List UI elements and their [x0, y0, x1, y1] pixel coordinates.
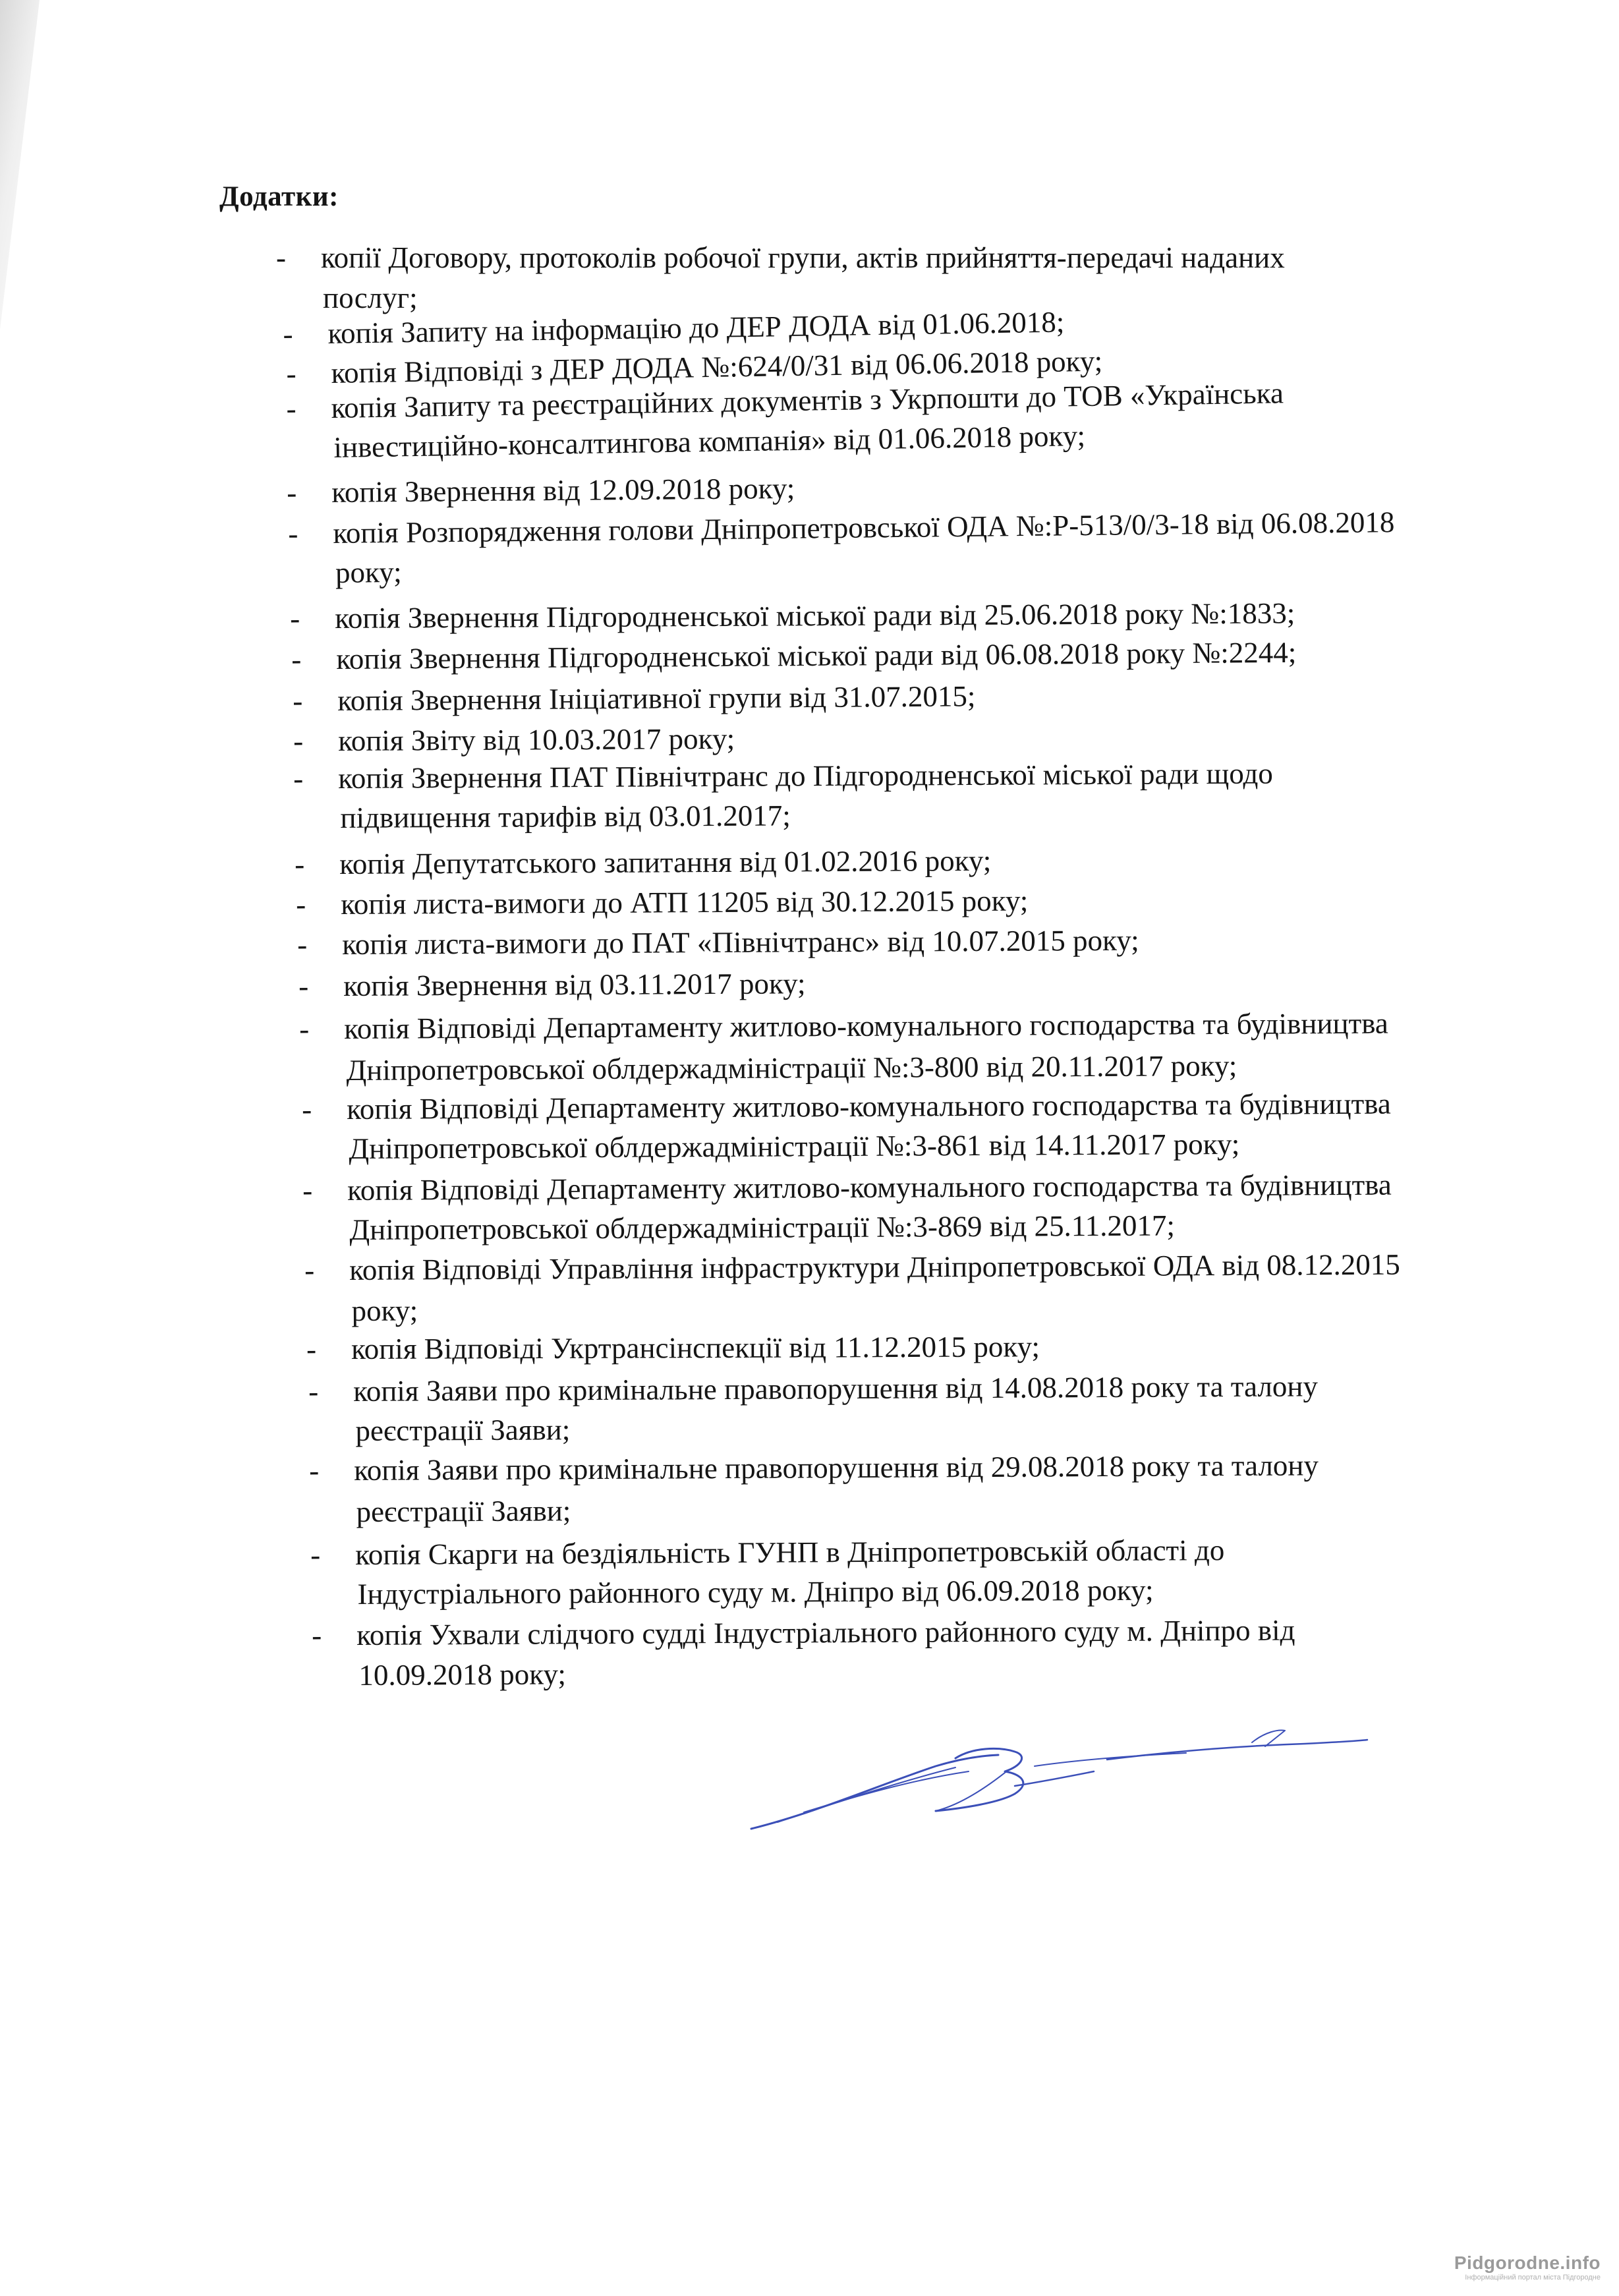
- list-bullet: -: [299, 1012, 310, 1046]
- list-item: [312, 1610, 1295, 1696]
- list-item-text: копія Звернення ПАТ Північтранс до Підгородненської міської ради щодо: [338, 757, 1273, 795]
- list-bullet: -: [288, 517, 298, 550]
- list-item: [293, 675, 976, 721]
- list-item-continuation: інвестиційно-консалтингова компанія» від 01.06.2018 року;: [333, 419, 1086, 464]
- list-item: [299, 1003, 1388, 1091]
- list-item: [306, 1326, 1040, 1369]
- list-item: [288, 502, 1395, 593]
- list-bullet: -: [286, 357, 297, 391]
- list-item-continuation: Індустріального районного суду м. Дніпро від 06.09.2018 року;: [357, 1573, 1154, 1611]
- list-item-continuation: Дніпропетровської облдержадміністрації №:3-800 від 20.11.2017 року;: [346, 1048, 1237, 1087]
- list-item-text: копія Заяви про кримінальне правопорушення від 29.08.2018 року та талону: [354, 1449, 1319, 1487]
- list-item: [302, 1083, 1391, 1169]
- list-bullet: -: [295, 847, 305, 881]
- list-item-text: копії Договору, протоколів робочої групи, актів прийняття-передачі наданих: [321, 241, 1285, 274]
- list-bullet: -: [283, 317, 293, 351]
- list-item: [291, 632, 1297, 679]
- list-item: [295, 840, 992, 884]
- list-item-text: копія Відповіді Управління інфраструктури Дніпропетровської ОДА від 08.12.2015: [349, 1248, 1400, 1286]
- list-item-text: копія Звернення від 03.11.2017 року;: [343, 967, 806, 1002]
- list-item: [297, 920, 1139, 965]
- list-item-text: копія Розпорядження голови Дніпропетровської ОДА №:Р-513/0/3-18 від 06.08.2018: [333, 505, 1395, 550]
- list-item-text: копія Відповіді Департаменту житлово-комунального господарства та будівництва: [347, 1168, 1392, 1207]
- list-item-continuation: року;: [335, 555, 402, 589]
- list-item: [293, 718, 735, 761]
- list-item: [286, 372, 1284, 468]
- page-corner-shadow: [0, 0, 40, 330]
- list-item-text: копія Звіту від 10.03.2017 року;: [338, 722, 735, 757]
- list-item-text: копія Скарги на бездіяльність ГУНП в Дніпропетровській області до: [355, 1534, 1225, 1571]
- list-bullet: -: [286, 391, 297, 426]
- list-item: [298, 963, 806, 1006]
- list-bullet: -: [293, 684, 303, 718]
- list-bullet: -: [304, 1253, 315, 1287]
- list-item-text: копія Відповіді Укртрансінспекції від 11.12.2015 року;: [351, 1330, 1040, 1365]
- list-bullet: -: [293, 762, 304, 795]
- list-item-text: копія Звернення Підгородненської міської ради від 06.08.2018 року №:2244;: [336, 635, 1297, 675]
- list-item-continuation: Дніпропетровської облдержадміністрації №:3-861 від 14.11.2017 року;: [349, 1127, 1240, 1165]
- list-bullet: -: [276, 241, 286, 274]
- list-item: [310, 1530, 1225, 1615]
- list-item-text: копія Відповіді з ДЕР ДОДА №:624/0/31 від 06.06.2018 року;: [331, 344, 1103, 389]
- list-bullet: -: [291, 643, 302, 676]
- list-item-text: копія листа-вимоги до АТП 11205 від 30.12.2015 року;: [341, 884, 1029, 921]
- list-bullet: -: [308, 1375, 319, 1408]
- watermark-tagline: Інформаційний портал міста Підгородне: [1465, 2274, 1601, 2282]
- list-bullet: -: [287, 476, 297, 509]
- list-bullet: -: [306, 1333, 317, 1366]
- site-watermark: [1454, 2253, 1601, 2282]
- list-item: [290, 592, 1295, 639]
- list-item-text: копія Звернення Підгородненської міської ради від 25.06.2018 року №:1833;: [335, 596, 1295, 635]
- document-heading: Додатки:: [219, 181, 339, 212]
- list-item-continuation: Дніпропетровської облдержадміністрації №:3-869 від 25.11.2017;: [349, 1209, 1176, 1246]
- list-item-text: копія Ухвали слідчого судді Індустріального районного суду м. Дніпро від: [356, 1613, 1295, 1651]
- list-item: [296, 880, 1029, 925]
- list-item-text: копія Відповіді Департаменту житлово-комунального господарства та будівництва: [344, 1006, 1388, 1045]
- list-item-text: копія Запиту на інформацію до ДЕР ДОДА від 01.06.2018;: [327, 305, 1065, 350]
- list-bullet: -: [298, 969, 309, 1003]
- list-item-continuation: реєстрації Заяви;: [355, 1413, 571, 1447]
- list-bullet: -: [309, 1454, 320, 1487]
- list-item-continuation: підвищення тарифів від 03.01.2017;: [340, 799, 791, 834]
- watermark-name: Pidgorodne.info: [1454, 2253, 1601, 2273]
- list-item-continuation: реєстрації Заяви;: [356, 1494, 571, 1528]
- list-bullet: -: [310, 1538, 321, 1572]
- signature: [738, 1687, 1384, 1845]
- list-item: [308, 1365, 1319, 1451]
- list-item: [302, 1164, 1392, 1250]
- list-item-text: копія Заяви про кримінальне правопорушення від 14.08.2018 року та талону: [353, 1369, 1319, 1408]
- list-bullet: -: [302, 1093, 312, 1126]
- list-item-continuation: 10.09.2018 року;: [358, 1657, 566, 1692]
- list-bullet: -: [302, 1174, 313, 1207]
- list-item: [309, 1445, 1319, 1532]
- list-item: [287, 468, 795, 513]
- list-item-text: копія Звернення від 12.09.2018 року;: [331, 471, 795, 509]
- list-item-text: копія листа-вимоги до ПАТ «Північтранс» від 10.07.2015 року;: [342, 923, 1139, 961]
- list-item: [293, 753, 1273, 838]
- list-item-text: копія Запиту та реєстраційних документів з Укрпошти до ТОВ «Українська: [331, 376, 1284, 424]
- list-bullet: -: [293, 724, 304, 758]
- list-bullet: -: [297, 928, 308, 961]
- list-item-continuation: послуг;: [323, 281, 418, 314]
- list-item-text: копія Відповіді Департаменту житлово-комунального господарства та будівництва: [347, 1087, 1391, 1126]
- list-bullet: -: [312, 1619, 322, 1652]
- list-item-continuation: року;: [351, 1294, 418, 1327]
- list-bullet: -: [290, 602, 300, 635]
- list-bullet: -: [296, 888, 306, 921]
- list-item-text: копія Звернення Ініціативної групи від 31.07.2015;: [337, 679, 976, 717]
- list-item: [304, 1244, 1400, 1331]
- list-item-text: копія Депутатського запитання від 01.02.2016 року;: [339, 844, 992, 880]
